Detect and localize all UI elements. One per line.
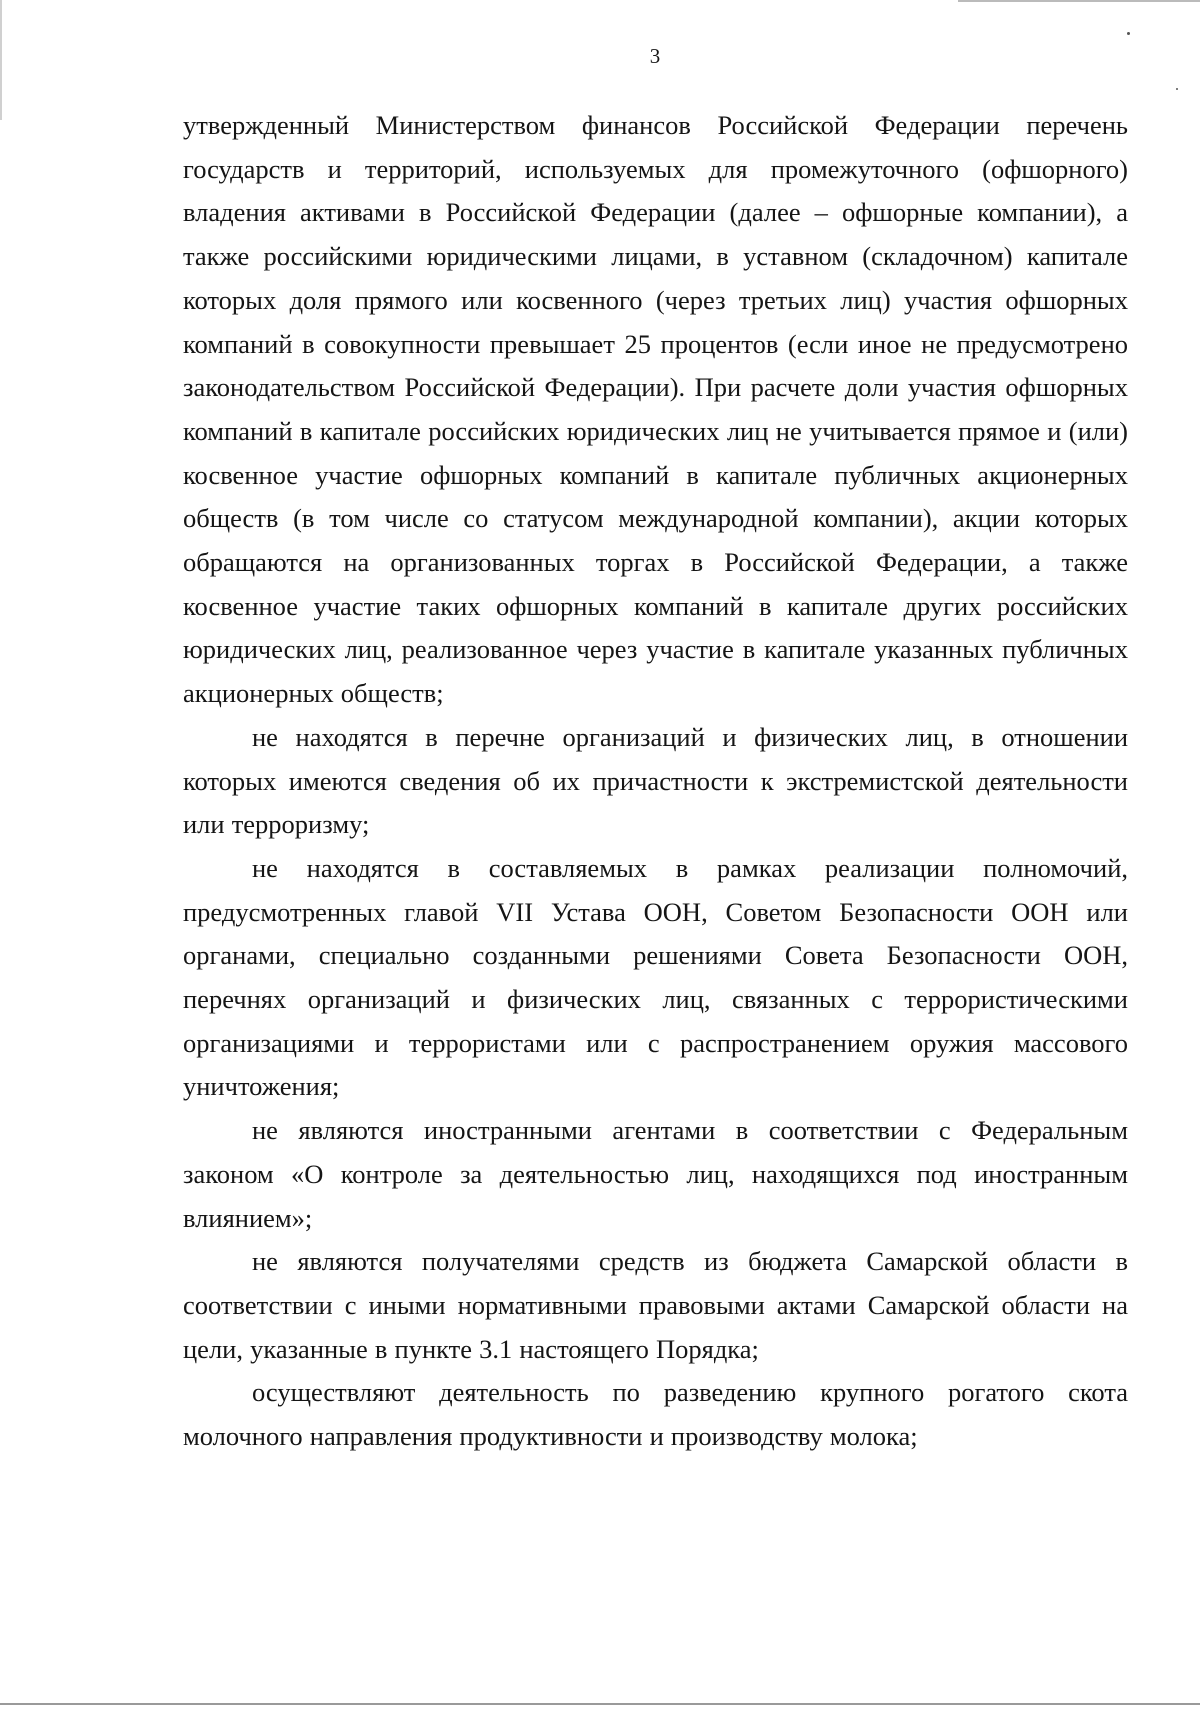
paragraph-extremism-list: не находятся в перечне организаций и физических лиц, в отношении которых имеются сведения об их причастности к экстремистской деятельности или терроризму; xyxy=(183,721,1128,840)
scan-speck xyxy=(1176,88,1178,90)
document-body xyxy=(183,104,1128,1459)
paragraph-foreign-agents: не являются иностранными агентами в соответствии с Федеральным законом «О контроле за деятельностью лиц, находящихся под иностранным влиянием»; xyxy=(183,1115,1128,1233)
scan-edge-top-right xyxy=(958,0,1200,2)
paragraph-dairy-cattle-activity: осуществляют деятельность по разведению крупного рогатого скота молочного направления продуктивности и производству молока; xyxy=(183,1377,1128,1452)
paragraph-budget-recipients: не являются получателями средств из бюджета Самарской области в соответствии с иными нормативными правовыми актами Самарской области на цели, указанные в пункте 3.1 настоящего Порядка; xyxy=(183,1246,1128,1364)
scan-speck xyxy=(1127,32,1130,35)
paragraph-offshore-companies: утвержденный Министерством финансов Российской Федерации перечень государств и территорий, используемых для промежуточного (офшорного) владения активами в Российской Федерации (далее – офшорные компании), а также российскими юридическими лицами, в уставном (складочном) капитале которых доля прямого или косвенного (через третьих лиц) участия офшорных компаний в совокупности превышает 25 процентов (если иное не предусмотрено законодательством Российской Федерации). При расчете доли участия офшорных компаний в капитале российских юридических лиц не учитывается прямое и (или) косвенное участие офшорных компаний в капитале публичных акционерных обществ (в том числе со статусом международной компании), акции которых обращаются на организованных торгах в Российской Федерации, а также косвенное участие таких офшорных компаний в капитале других российских юридических лиц, реализованное через участие в капитале указанных публичных акционерных обществ; xyxy=(183,110,1128,709)
paragraph-un-security-council-lists: не находятся в составляемых в рамках реализации полномочий, предусмотренных главой VII Устава ООН, Советом Безопасности ООН или органами, специально созданными решениями Совета Безопасности ООН, перечнях организаций и физических лиц, связанных с террористическими организациями и террористами или с распространением оружия массового уничтожения; xyxy=(183,852,1128,1102)
scan-edge-bottom xyxy=(0,1703,1200,1705)
page-number: 3 xyxy=(649,44,661,68)
